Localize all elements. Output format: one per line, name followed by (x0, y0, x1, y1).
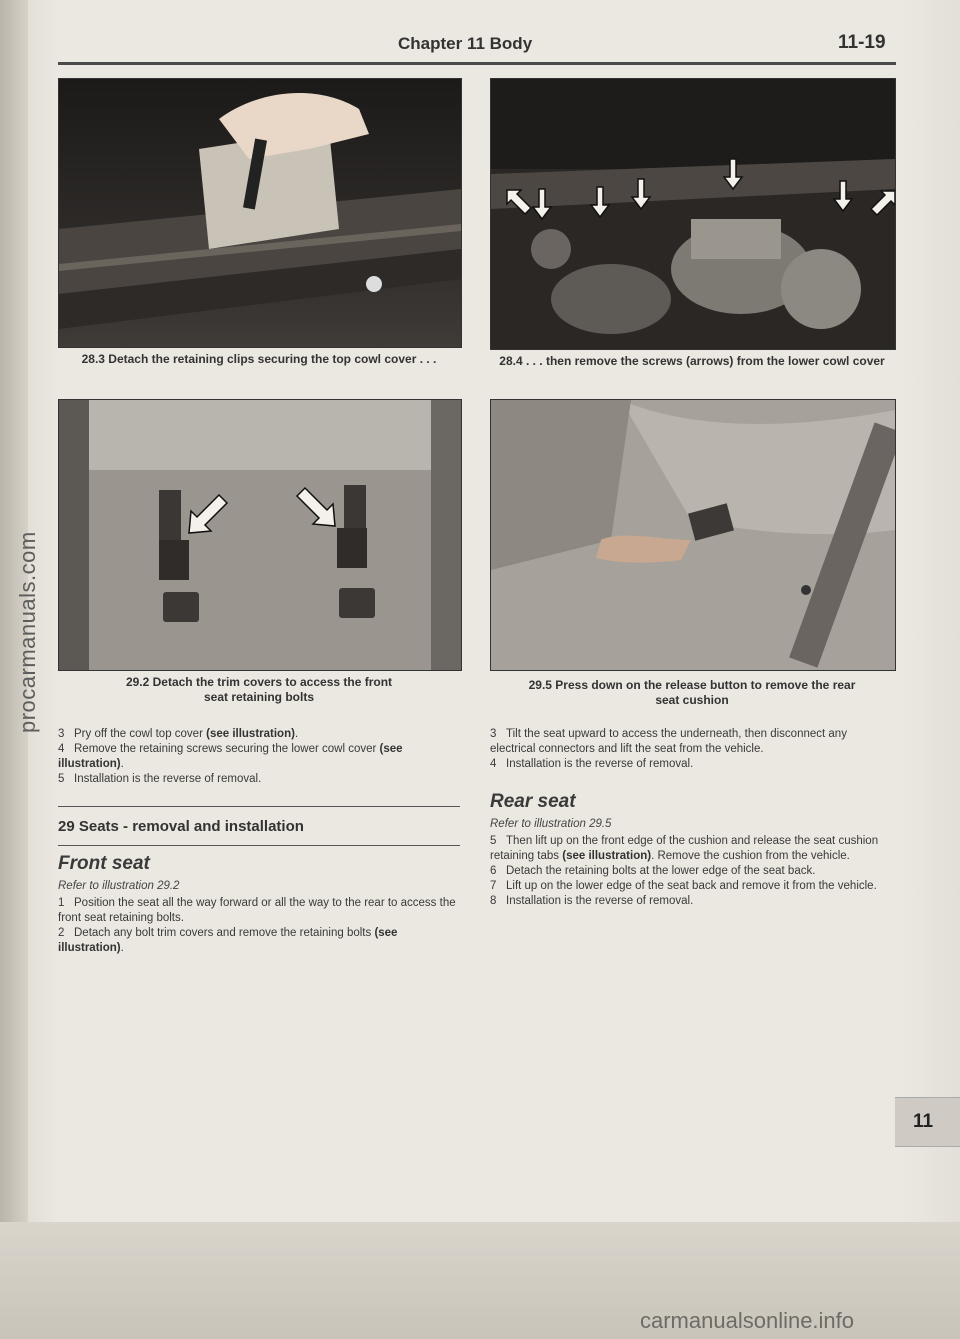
step-number: 8 (490, 895, 497, 907)
watermark-left: procarmanuals.com (15, 531, 40, 733)
step-end: . (120, 942, 124, 954)
step-number: 4 (490, 758, 497, 770)
step-number: 3 (58, 728, 65, 740)
caption-28-4-text: 28.4 . . . then remove the screws (arrows) from the lower cowl cover (499, 354, 885, 368)
caption-29-5: 29.5 Press down on the release button to remove the rear seat cushion (528, 678, 856, 707)
chapter-tab-label: 11 (913, 1111, 934, 1132)
step-text: Pry off the cowl top cover (74, 728, 207, 740)
step-number: 4 (58, 743, 65, 755)
step-number: 5 (490, 835, 497, 847)
step-6-rear (490, 864, 894, 879)
section-rule-top (58, 806, 460, 807)
step-text: Then lift up on the front edge of the cushion and release the seat cushion retaining tabs (490, 835, 879, 862)
step-text: Installation is the reverse of removal. (74, 773, 262, 785)
front-seat-steps (58, 896, 460, 956)
illustration-ref: (see illustration) (58, 743, 403, 770)
front-seat-steps-cont (490, 727, 894, 772)
section-title: 29 Seats - removal and installation (58, 818, 304, 835)
photo-29-5 (490, 399, 896, 671)
rear-seat-heading: Rear seat (490, 791, 576, 812)
front-seat-photo-illustration (59, 400, 461, 670)
photo-28-4 (490, 78, 896, 350)
illustration-ref: (see illustration) (58, 927, 398, 954)
rear-seat-steps (490, 834, 894, 909)
step-number: 3 (490, 728, 497, 740)
step-5-cowl (58, 772, 460, 787)
cowl-clip-photo-illustration (59, 79, 461, 347)
chapter-title: Chapter 11 Body (398, 34, 533, 53)
step-text: Tilt the seat upward to access the underneath, then disconnect any electrical connectors and lift the seat from the vehicle. (490, 728, 847, 755)
photo-29-2 (58, 399, 462, 671)
section-rule-bottom (58, 845, 460, 846)
step-7-rear (490, 879, 894, 894)
engine-bay-photo-illustration (491, 79, 895, 349)
step-number: 2 (58, 927, 65, 939)
step-text: Installation is the reverse of removal. (506, 758, 694, 770)
step-number: 6 (490, 865, 497, 877)
cowl-steps (58, 727, 460, 787)
step-text: Detach the retaining bolts at the lower edge of the seat back. (506, 865, 816, 877)
step-8-rear (490, 894, 894, 909)
step-text: Installation is the reverse of removal. (506, 895, 694, 907)
step-1-front (58, 896, 460, 926)
step-text: Remove the retaining screws securing the lower cowl cover (74, 743, 380, 755)
step-3-front (490, 727, 894, 757)
front-seat-refer: Refer to illustration 29.2 (58, 880, 180, 892)
header-rule (58, 62, 896, 65)
step-4-front (490, 757, 894, 772)
front-seat-heading: Front seat (58, 853, 150, 874)
step-2-front (58, 926, 460, 956)
step-4-cowl (58, 742, 460, 772)
step-text: Position the seat all the way forward or all the way to the rear to access the front seat retaining bolts. (58, 897, 456, 924)
watermark-bottom: carmanualsonline.info (640, 1308, 855, 1333)
step-text: Lift up on the lower edge of the seat back and remove it from the vehicle. (506, 880, 877, 892)
photo-28-3 (58, 78, 462, 348)
step-text: Detach any bolt trim covers and remove the retaining bolts (74, 927, 375, 939)
caption-29-2: 29.2 Detach the trim covers to access the front seat retaining bolts (125, 675, 393, 704)
step-3-cowl (58, 727, 460, 742)
illustration-ref: (see illustration) (562, 850, 652, 862)
caption-28-3: 28.3 Detach the retaining clips securing the top cowl cover . . . (81, 352, 437, 366)
page-number: 11-19 (838, 32, 886, 53)
rear-seat-refer: Refer to illustration 29.5 (490, 818, 612, 830)
step-end: . (294, 728, 299, 740)
illustration-ref: (see illustration) (206, 728, 295, 740)
step-number: 1 (58, 897, 65, 909)
step-number: 5 (58, 773, 65, 785)
caption-28-4 (490, 354, 894, 369)
step-5-rear (490, 834, 894, 864)
step-end: . Remove the cushion from the vehicle. (651, 850, 850, 862)
step-number: 7 (490, 880, 497, 892)
step-end: . (120, 758, 124, 770)
rear-seat-photo-illustration (491, 400, 895, 670)
